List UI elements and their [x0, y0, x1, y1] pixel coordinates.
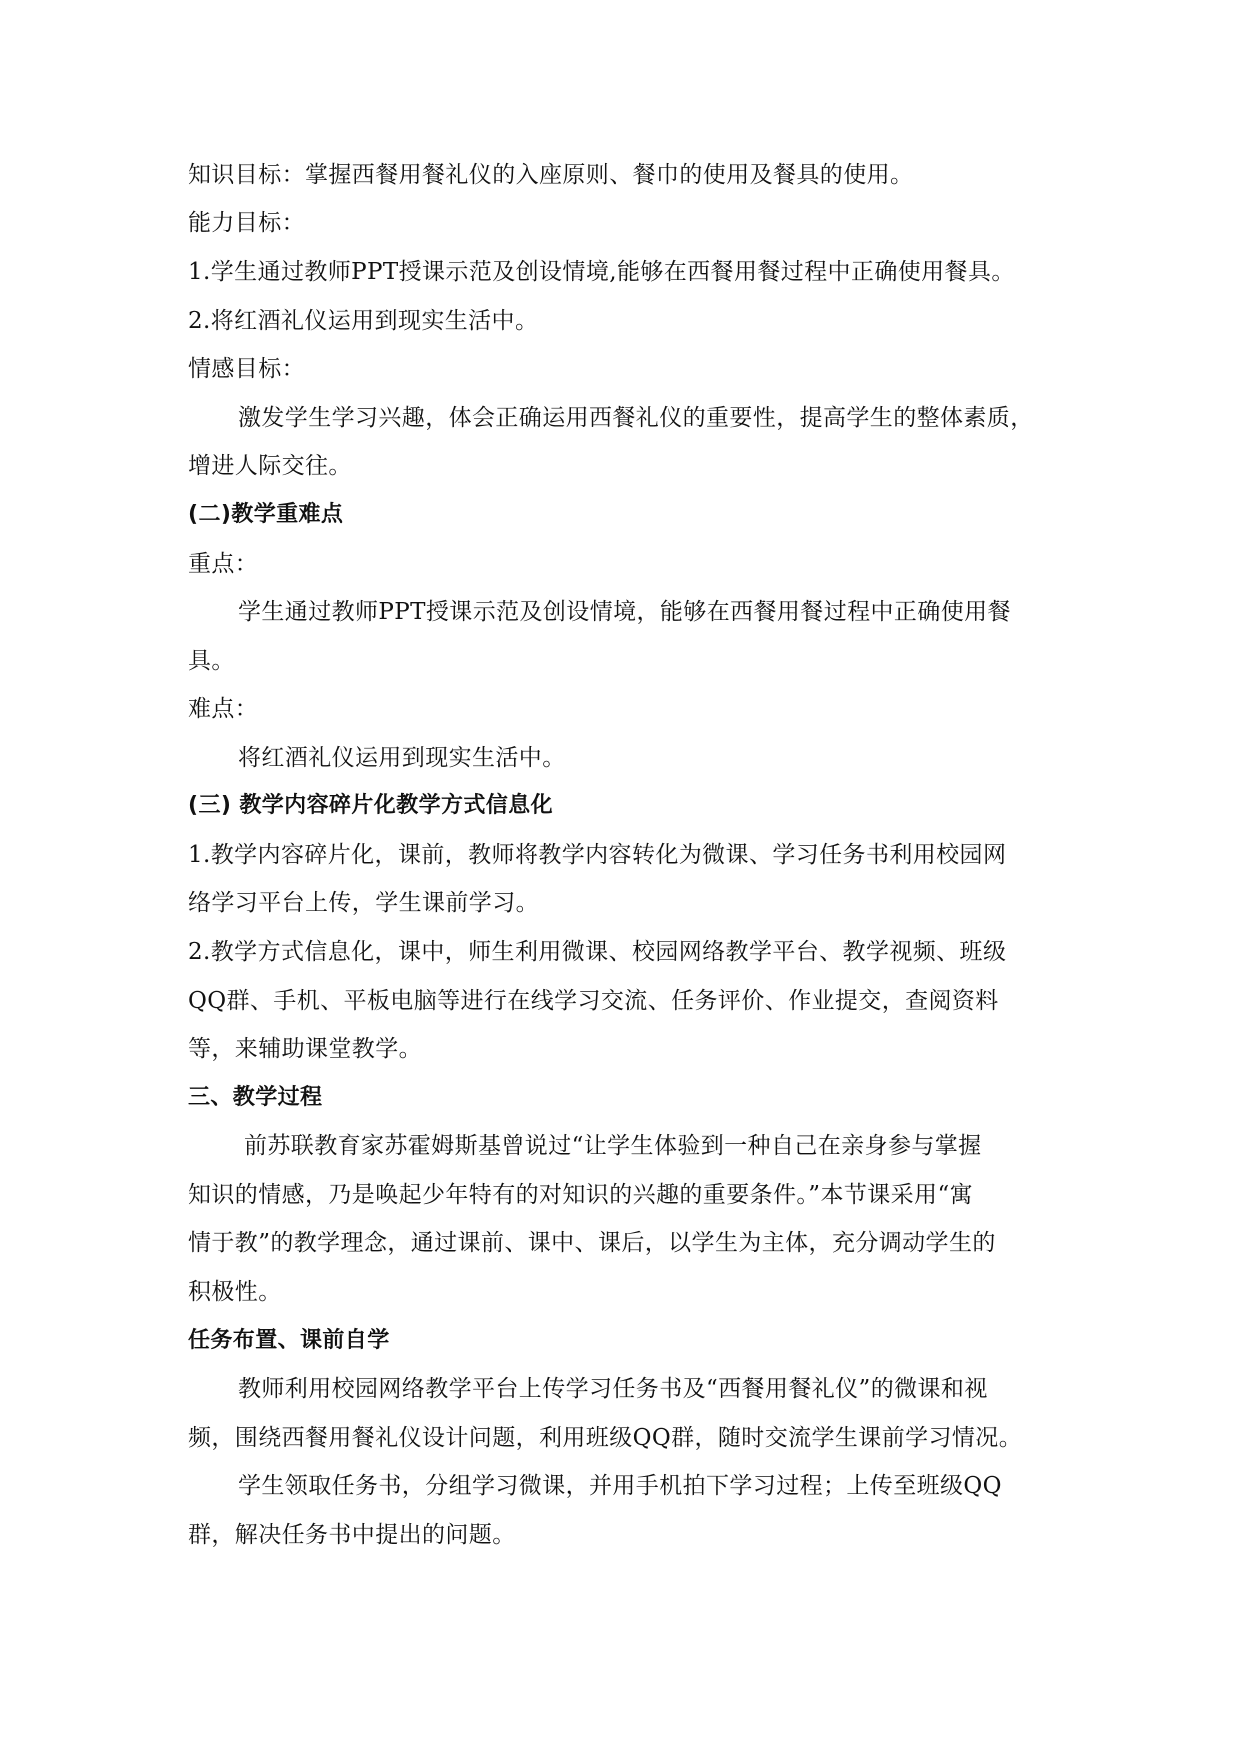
section-heading-teaching-process: 三、教学过程 [188, 1085, 323, 1110]
student-task-paragraph: 学生领取任务书，分组学习微课，并用手机拍下学习过程；上传至班级QQ [238, 1473, 1002, 1499]
section-heading-pre-class: 任务布置、课前自学 [188, 1328, 390, 1353]
informatization-item-2-end: 等，来辅助课堂教学。 [188, 1036, 422, 1062]
informatization-item-2: 2.教学方式信息化，课中，师生利用微课、校园网络教学平台、教学视频、班级 [188, 939, 1007, 965]
fragmentation-item-1: 1.教学内容碎片化，课前，教师将教学内容转化为微课、学习任务书利用校园网 [188, 842, 1007, 868]
key-point-text-cont: 具。 [188, 648, 235, 674]
ability-goal-item-2: 2.将红酒礼仪运用到现实生活中。 [188, 308, 539, 334]
teacher-task-paragraph-cont: 频，围绕西餐用餐礼仪设计问题，利用班级QQ群，随时交流学生课前学习情况。 [188, 1425, 1023, 1451]
key-point-text: 学生通过教师PPT授课示范及创设情境，能够在西餐用餐过程中正确使用餐 [238, 599, 1011, 625]
ability-goal-label: 能力目标： [188, 210, 305, 236]
student-task-paragraph-cont: 群，解决任务书中提出的问题。 [188, 1522, 516, 1548]
ability-goal-item-1: 1.学生通过教师PPT授课示范及创设情境,能够在西餐用餐过程中正确使用餐具。 [188, 259, 1015, 285]
emotion-goal-text-cont: 增进人际交往。 [188, 453, 352, 479]
informatization-item-2-cont: QQ群、手机、平板电脑等进行在线学习交流、任务评价、作业提交，查阅资料 [188, 988, 999, 1014]
process-paragraph-cont-2: 情于教”的教学理念，通过课前、课中、课后，以学生为主体，充分调动学生的 [188, 1230, 996, 1256]
process-paragraph-end: 积极性。 [188, 1279, 282, 1305]
emotion-goal-text: 激发学生学习兴趣，体会正确运用西餐礼仪的重要性，提高学生的整体素质， [238, 405, 1034, 431]
section-heading-content-fragmentation: (三) 教学内容碎片化教学方式信息化 [188, 793, 553, 818]
teacher-task-paragraph: 教师利用校园网络教学平台上传学习任务书及“西餐用餐礼仪”的微课和视 [238, 1376, 988, 1402]
difficulty-text: 将红酒礼仪运用到现实生活中。 [238, 745, 566, 771]
section-heading-key-points: (二)教学重难点 [188, 502, 344, 527]
process-paragraph-cont-1: 知识的情感，乃是唤起少年特有的对知识的兴趣的重要条件。”本节课采用“寓 [188, 1182, 974, 1208]
knowledge-goal-line: 知识目标：掌握西餐用餐礼仪的入座原则、餐巾的使用及餐具的使用。 [188, 162, 914, 188]
emotion-goal-label: 情感目标： [188, 356, 305, 382]
fragmentation-item-1-cont: 络学习平台上传，学生课前学习。 [188, 890, 539, 916]
key-point-label: 重点： [188, 551, 259, 577]
process-paragraph: 前苏联教育家苏霍姆斯基曾说过“让学生体验到一种自己在亲身参与掌握 [244, 1133, 982, 1159]
difficulty-label: 难点： [188, 696, 259, 722]
